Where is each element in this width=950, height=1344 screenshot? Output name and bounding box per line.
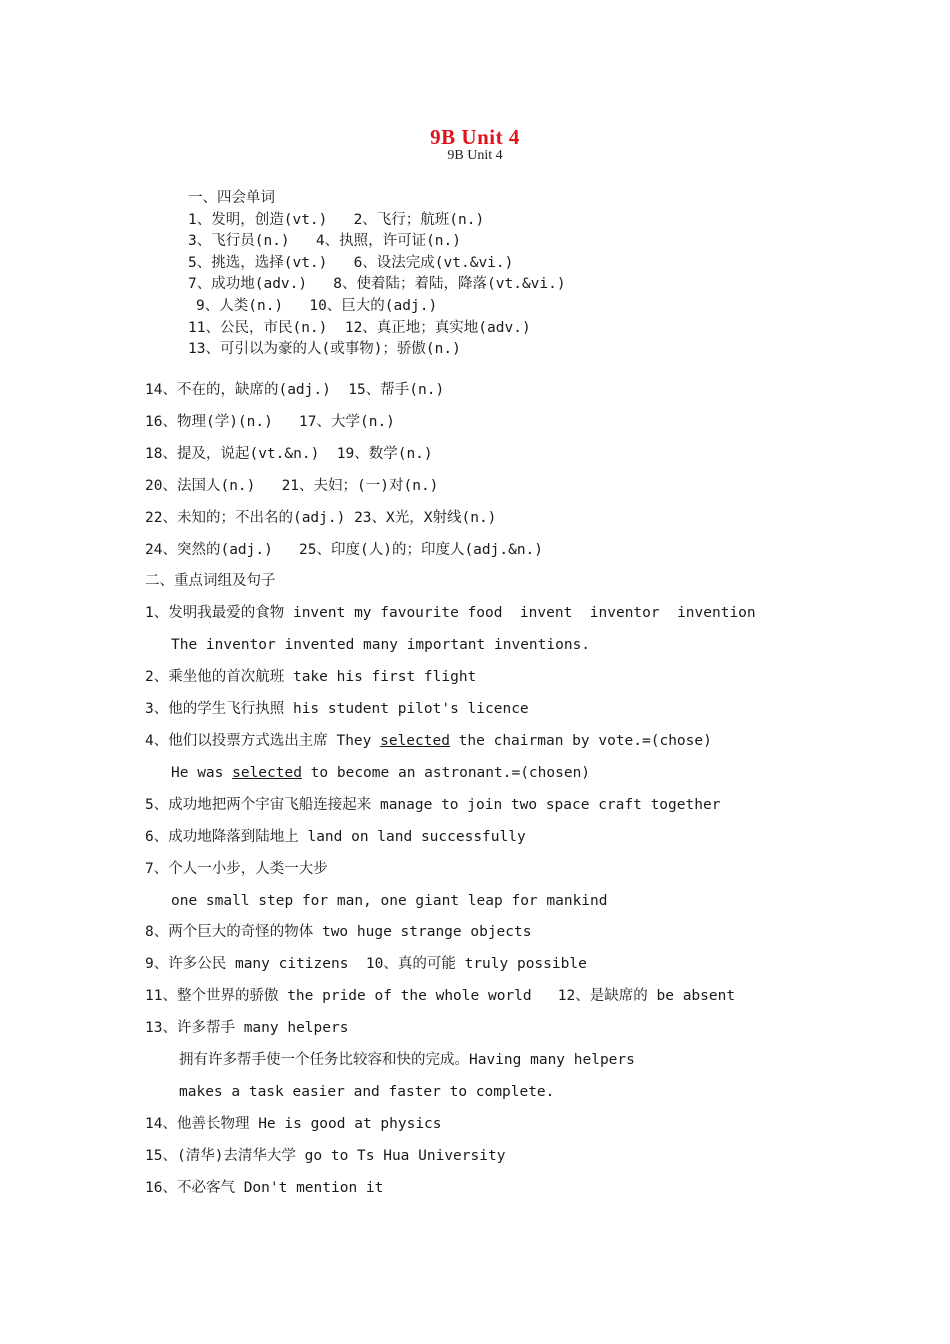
vocab-row-7: 13、可引以为豪的人(或事物)；骄傲(n.) xyxy=(188,341,461,358)
phrase-4-example-a: He was xyxy=(171,764,233,781)
phrase-2: 2、乘坐他的首次航班 take his first flight xyxy=(145,669,477,686)
phrase-1-example: The inventor invented many important inventions. xyxy=(171,637,591,654)
vocab-section xyxy=(188,188,566,361)
phrase-4-text-b: the chairman by vote.=(chose) xyxy=(449,732,712,749)
phrase-1: 1、发明我最爱的食物 invent my favourite food invent inventor invention xyxy=(145,605,756,622)
vocab-more-row-1: 14、不在的，缺席的(adj.) 15、帮手(n.) xyxy=(145,382,445,398)
vocab-more-row-5: 22、未知的；不出名的(adj.) 23、X光，X射线(n.) xyxy=(145,509,497,526)
vocab-row-3: 5、挑选，选择(vt.) 6、设法完成(vt.&vi.) xyxy=(188,254,514,271)
vocab-more-row-3: 18、提及，说起(vt.&n.) 19、数学(n.) xyxy=(145,445,433,462)
phrase-14: 14、他善长物理 He is good at physics xyxy=(145,1115,442,1132)
phrase-13: 13、许多帮手 many helpers xyxy=(145,1020,349,1037)
phrase-4-example-underlined: selected xyxy=(232,764,302,781)
document-subtitle: 9B Unit 4 xyxy=(447,148,503,163)
phrase-4 xyxy=(145,726,756,758)
phrase-4-text-a: 4、他们以投票方式选出主席 They xyxy=(145,732,381,749)
vocab-more-row-6: 24、突然的(adj.) 25、印度(人)的；印度人(adj.&n.) xyxy=(145,541,544,558)
vocab-row-4: 7、成功地(adv.) 8、使着陆；着陆，降落(vt.&vi.) xyxy=(188,276,566,293)
section-2-heading: 二、重点词组及句子 xyxy=(145,573,276,590)
phrase-4-example xyxy=(145,758,756,790)
vocab-row-2: 3、飞行员(n.) 4、执照，许可证(n.) xyxy=(188,233,461,250)
phrase-16: 16、不必客气 Don't mention it xyxy=(145,1179,384,1196)
phrase-6: 6、成功地降落到陆地上 land on land successfully xyxy=(145,828,526,845)
phrase-11: 11、整个世界的骄傲 the pride of the whole world 12、是缺席的 be absent xyxy=(145,988,736,1005)
phrase-3: 3、他的学生飞行执照 his student pilot's licence xyxy=(145,701,529,718)
phrase-4-example-b: to become an astronant.=(chosen) xyxy=(301,764,591,781)
vocab-more-row-4: 20、法国人(n.) 21、夫妇；(一)对(n.) xyxy=(145,477,439,494)
main-section xyxy=(145,375,756,1205)
phrase-15: 15、(清华)去清华大学 go to Ts Hua University xyxy=(145,1147,506,1164)
vocab-row-6: 11、公民，市民(n.) 12、真正地；真实地(adv.) xyxy=(188,319,531,336)
phrase-8: 8、两个巨大的奇怪的物体 two huge strange objects xyxy=(145,924,532,941)
document-title: 9B Unit 4 xyxy=(430,125,520,149)
vocab-row-5: 9、人类(n.) 10、巨大的(adj.) xyxy=(196,297,438,314)
phrase-13-example: 拥有许多帮手使一个任务比较容和快的完成。Having many helpers xyxy=(179,1052,635,1069)
phrase-7: 7、个人一小步，人类一大步 xyxy=(145,860,328,877)
vocab-heading: 一、四会单词 xyxy=(188,190,275,206)
phrase-9: 9、许多公民 many citizens 10、真的可能 truly possible xyxy=(145,956,587,973)
phrase-13-example-cont: makes a task easier and faster to complete. xyxy=(179,1083,555,1100)
vocab-more-row-2: 16、物理(学)(n.) 17、大学(n.) xyxy=(145,413,395,430)
vocab-row-1: 1、发明，创造(vt.) 2、飞行；航班(n.) xyxy=(188,211,485,228)
phrase-7-example: one small step for man, one giant leap for mankind xyxy=(171,892,608,909)
phrase-5: 5、成功地把两个宇宙飞船连接起来 manage to join two space craft together xyxy=(145,796,721,813)
phrase-4-underlined: selected xyxy=(380,732,450,749)
